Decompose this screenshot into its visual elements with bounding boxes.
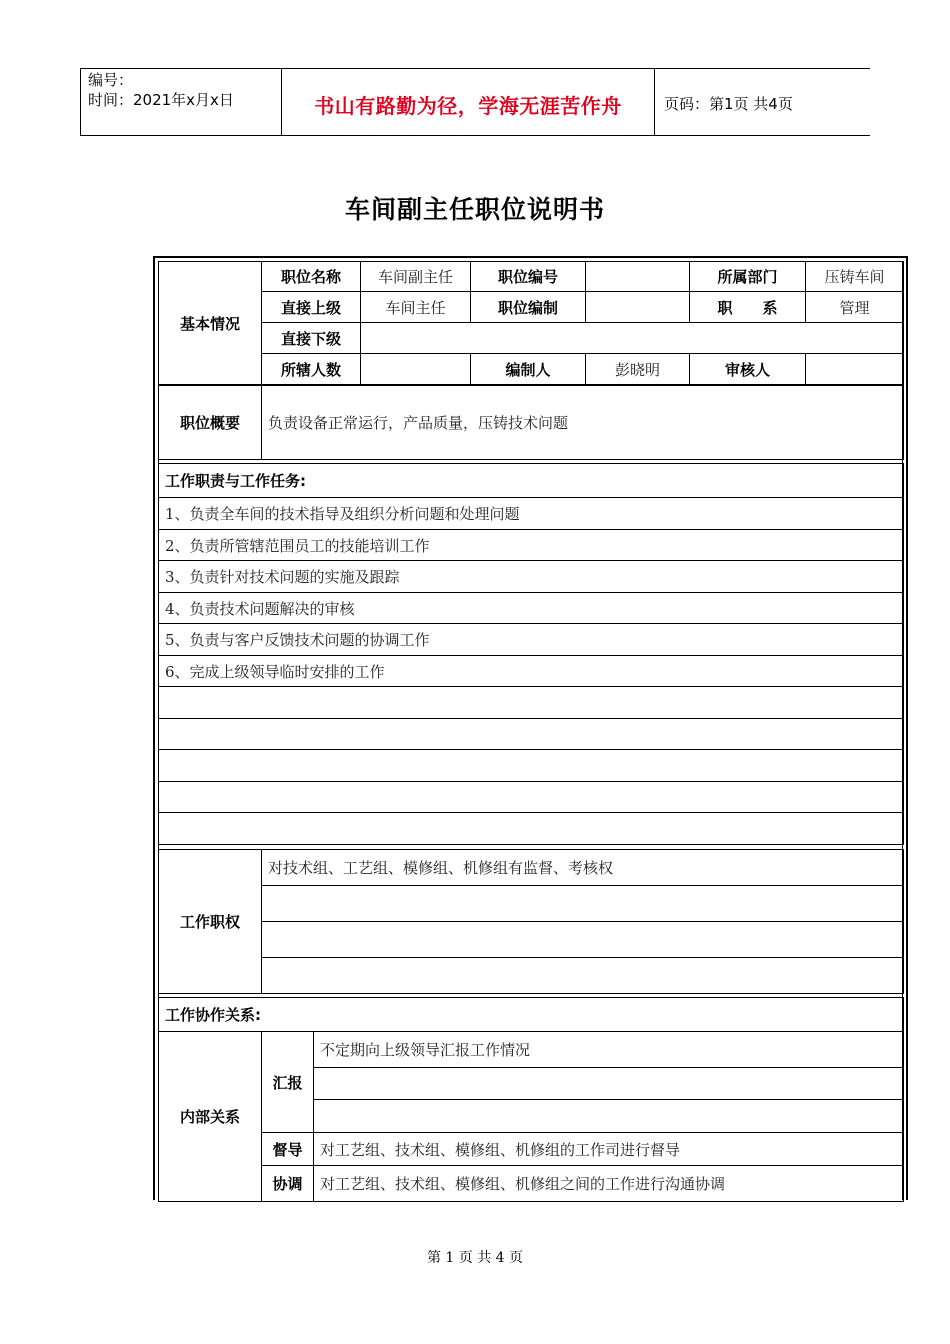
basic-info-table: [158, 261, 904, 385]
duty-item: [159, 813, 904, 845]
headcount-label: 所辖人数: [262, 354, 361, 385]
authority-item: [262, 958, 904, 994]
position-name-value: 车间副主任: [361, 262, 471, 292]
department-value: 压铸车间: [806, 262, 904, 292]
series-value: 管理: [806, 292, 904, 323]
superior-value: 车间主任: [361, 292, 471, 323]
header-meta: [88, 70, 234, 110]
report-item: 不定期向上级领导汇报工作情况: [314, 1032, 904, 1068]
header-divider: [654, 68, 655, 135]
supervise-label: 督导: [262, 1133, 314, 1166]
duty-item: 3、负责针对技术问题的实施及跟踪: [159, 561, 904, 593]
department-label: 所属部门: [690, 262, 806, 292]
series-label: 职 系: [690, 292, 806, 323]
subordinate-value: [361, 323, 904, 354]
header-divider: [80, 68, 81, 135]
authority-label: 工作职权: [159, 850, 262, 994]
header-page-info: 页码：第1页 共4页: [664, 95, 793, 113]
duty-item: 1、负责全车间的技术指导及组织分析问题和处理问题: [159, 498, 904, 530]
duties-heading: 工作职责与工作任务:: [159, 464, 904, 498]
summary-table: [158, 385, 904, 460]
duty-item: [159, 750, 904, 782]
document-time-label: 时间：2021年x月x日: [88, 91, 234, 109]
report-item: [314, 1100, 904, 1133]
preparer-label: 编制人: [471, 354, 586, 385]
document-number-label: 编号：: [88, 71, 134, 89]
header-bottom-rule: [80, 135, 870, 136]
quota-value: [586, 292, 690, 323]
cooperation-table: [158, 997, 904, 1202]
duties-table: [158, 463, 904, 845]
document-title: 车间副主任职位说明书: [344, 195, 605, 224]
position-name-label: 职位名称: [262, 262, 361, 292]
duty-item: 5、负责与客户反馈技术问题的协调工作: [159, 624, 904, 656]
report-label: 汇报: [262, 1032, 314, 1133]
reviewer-label: 审核人: [690, 354, 806, 385]
duty-item: 2、负责所管辖范围员工的技能培训工作: [159, 530, 904, 561]
basic-info-label: 基本情况: [159, 262, 262, 385]
header-motto: 书山有路勤为径，学海无涯苦作舟: [314, 94, 622, 118]
authority-table: [158, 849, 904, 994]
summary-text: 负责设备正常运行，产品质量，压铸技术问题: [262, 386, 904, 460]
authority-item: [262, 886, 904, 922]
authority-item: [262, 922, 904, 958]
reviewer-value: [806, 354, 904, 385]
coordinate-label: 协调: [262, 1166, 314, 1202]
duty-item: 4、负责技术问题解决的审核: [159, 593, 904, 624]
cooperation-heading: 工作协作关系:: [159, 998, 904, 1032]
position-no-value: [586, 262, 690, 292]
quota-label: 职位编制: [471, 292, 586, 323]
preparer-value: 彭晓明: [586, 354, 690, 385]
summary-label: 职位概要: [159, 386, 262, 460]
supervise-text: 对工艺组、技术组、模修组、机修组的工作司进行督导: [314, 1133, 904, 1166]
superior-label: 直接上级: [262, 292, 361, 323]
internal-relations-label: 内部关系: [159, 1032, 262, 1202]
coordinate-text: 对工艺组、技术组、模修组、机修组之间的工作进行沟通协调: [314, 1166, 904, 1202]
subordinate-label: 直接下级: [262, 323, 361, 354]
headcount-value: [361, 354, 471, 385]
authority-item: 对技术组、工艺组、模修组、机修组有监督、考核权: [262, 850, 904, 886]
position-no-label: 职位编号: [471, 262, 586, 292]
duty-item: [159, 782, 904, 813]
page-footer: 第 1 页 共 4 页: [426, 1250, 524, 1266]
duty-item: [159, 687, 904, 719]
header-top-rule: [80, 68, 870, 69]
duty-item: 6、完成上级领导临时安排的工作: [159, 656, 904, 687]
report-item: [314, 1068, 904, 1100]
duty-item: [159, 719, 904, 750]
